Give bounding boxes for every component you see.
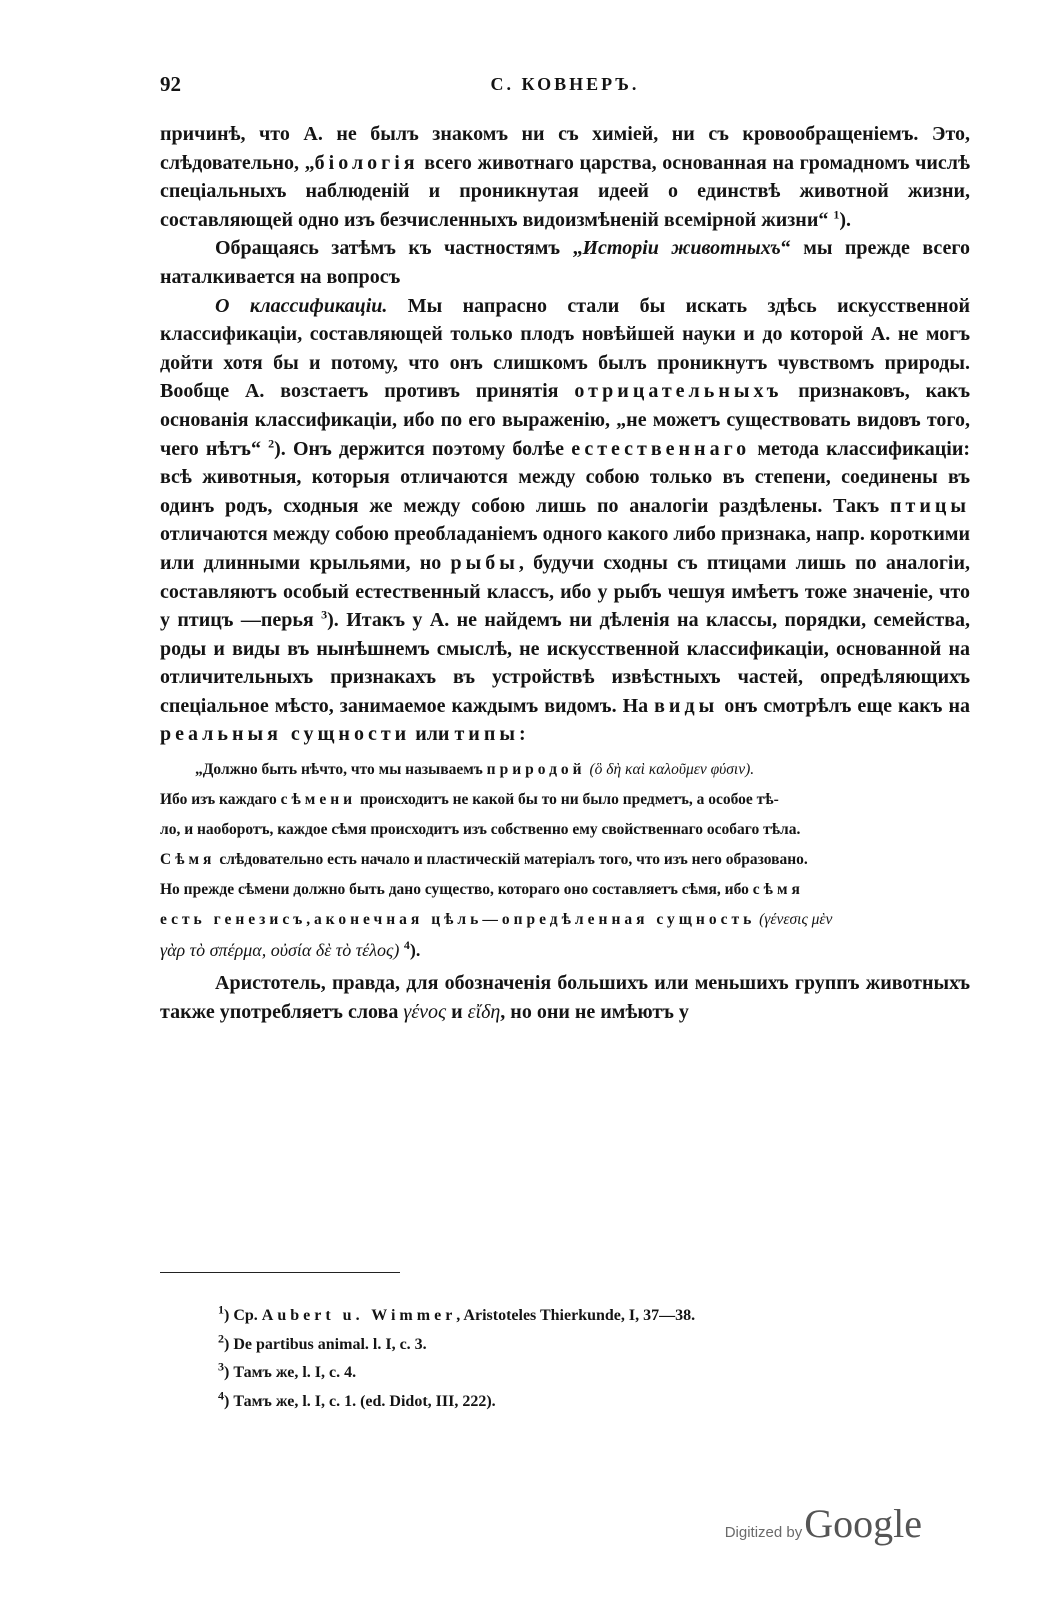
greek-text: (γένεσις μὲν bbox=[755, 911, 833, 929]
greek-text: (ὃ δὴ καὶ καλοῦμεν φύσιν). bbox=[585, 761, 755, 779]
emphasis: птицы bbox=[889, 494, 970, 517]
emphasis: отрицательныхъ bbox=[574, 380, 783, 403]
footnote-ref: 2 bbox=[268, 435, 275, 450]
footnote-4: $^4$) Тамъ же, l. I, c. 1. (ed. Didot, III, 222). bbox=[218, 1388, 496, 1410]
footnote-ref: 1 bbox=[833, 207, 840, 222]
book-title: Исторіи животныхъ bbox=[582, 237, 781, 260]
emphasis: рыбы bbox=[450, 551, 519, 574]
quote-line: γὰρ τὸ σπέρμα, οὐσία δὲ τὸ τέλος) $^4$). bbox=[160, 938, 421, 961]
quote-line: ло, и наоборотъ, каждое сѣмя происходитъ изъ собственно ему свойственнаго особаго тѣла. bbox=[160, 821, 801, 839]
greek-text: γὰρ τὸ σπέρμα, οὐσία δὲ τὸ τέλος) bbox=[160, 940, 400, 961]
footnote-1: $^1$) Ср. Aubert u. Wimmer, Aristoteles Thierkunde, I, 37—38. bbox=[218, 1302, 696, 1324]
paragraph-2: Обращаясь затѣмъ къ частностямъ „Исторіи животныхъ“ мы прежде всего наталкивается на вопросъ bbox=[160, 237, 970, 288]
section-heading: О классификаціи. bbox=[215, 294, 388, 317]
greek-text: γένος bbox=[403, 1000, 447, 1023]
running-head: С. КОВНЕРЪ. bbox=[490, 74, 640, 94]
quote-line: Но прежде сѣмени должно быть дано существо, котораго оно составляетъ сѣмя, ибо сѣмя bbox=[160, 881, 804, 899]
emphasis: реальныя сущности bbox=[160, 723, 411, 746]
paragraph-3: О классификаціи. Мы напрасно стали бы искать здѣсь искусственной классификаціи, составляющей только плодъ новѣйшей науки и до которой А. не могъ дойти хотя бы и потому, что онъ слишкомъ былъ проникнутъ чувствомъ природы. Вообще А. возстаетъ противъ принятія отрицательныхъ признаковъ, какъ основанія классификаціи, ибо по его выраженію, „не можетъ существовать видовъ того, чего нѣтъ“ $^2$). Онъ держится поэтому болѣе естественнаго метода классификаціи: всѣ животныя, которыя отличаются между собою только въ степени, соединены въ одинъ родъ, сходныя же между собою лишь по аналогіи раздѣлены. Такъ птицы отличаются между собою преобладаніемъ одного какого либо признака, напр. короткими или длинными крыльями, но рыбы, будучи сходны съ птицами лишь по аналогіи, составляютъ особый естественный классъ, ибо у рыбъ чешуя имѣетъ тоже значеніе, что у птицъ —перья $^3$). Итакъ у А. не найдемъ ни дѣленія на классы, порядки, семейства, роды и виды въ нынѣшнемъ смыслѣ, не искусственной классификаціи, основанной на отличительныхъ признакахъ въ устройствѣ извѣстныхъ частей, опредѣляющихъ спеціальное мѣсто, занимаемое каждымъ видомъ. На виды онъ смотрѣлъ еще какъ на реальныя сущности или типы: bbox=[160, 294, 971, 746]
emphasis: біологія bbox=[314, 151, 419, 174]
paragraph-1: причинѣ, что А. не былъ знакомъ ни съ химіей, ни съ кровообращеніемъ. Это, слѣдовательно, „біологія всего животнаго царства, основанная на громадномъ числѣ спеціальныхъ наблюденій и проникнутая идеей о единствѣ животной жизни, составляющей одно изъ безчисленныхъ видоизмѣненій всемірной жизни“ $^1$). bbox=[160, 123, 970, 231]
footnote-ref: 4 bbox=[403, 938, 410, 953]
watermark-prefix: Digitized by bbox=[724, 1524, 803, 1541]
quote-line: Сѣмя слѣдовательно есть начало и пластическій матеріалъ того, что изъ него образовано. bbox=[160, 851, 808, 869]
emphasis: виды bbox=[654, 694, 719, 717]
footnotes bbox=[218, 1302, 918, 1416]
google-logo: Google bbox=[804, 1501, 922, 1546]
page-number: 92 bbox=[160, 72, 181, 96]
quote-line: „Должно быть нѣчто, что мы называемъ природой (ὃ δὴ καὶ καλοῦμεν φύσιν). bbox=[195, 761, 755, 779]
quote-line: есть генезисъ, а конечная цѣль—опредѣленная сущность (γένεσις μὲν bbox=[160, 911, 833, 929]
quote-line: Ибо изъ каждаго сѣмени происходитъ не какой бы то ни было предметъ, а особое тѣ- bbox=[160, 791, 779, 809]
digitized-watermark bbox=[725, 1500, 922, 1547]
block-quote bbox=[160, 755, 970, 965]
emphasis: типы bbox=[454, 723, 519, 746]
paragraph-4: Аристотель, правда, для обозначенія большихъ или меньшихъ группъ животныхъ также употребляетъ слова γένος и εἴδη, но они не имѣютъ у bbox=[160, 972, 970, 1023]
greek-text: εἴδη bbox=[467, 1000, 501, 1023]
emphasis: естественнаго bbox=[571, 437, 751, 460]
footnote-3: $^3$) Тамъ же, l. I, c. 4. bbox=[218, 1359, 357, 1382]
page-header bbox=[160, 72, 970, 104]
footnote-divider bbox=[160, 1272, 400, 1273]
footnote-2: $^2$) De partibus animal. l. I, c. 3. bbox=[218, 1331, 427, 1353]
body-text bbox=[160, 120, 970, 1026]
footnote-ref: 3 bbox=[321, 607, 328, 622]
